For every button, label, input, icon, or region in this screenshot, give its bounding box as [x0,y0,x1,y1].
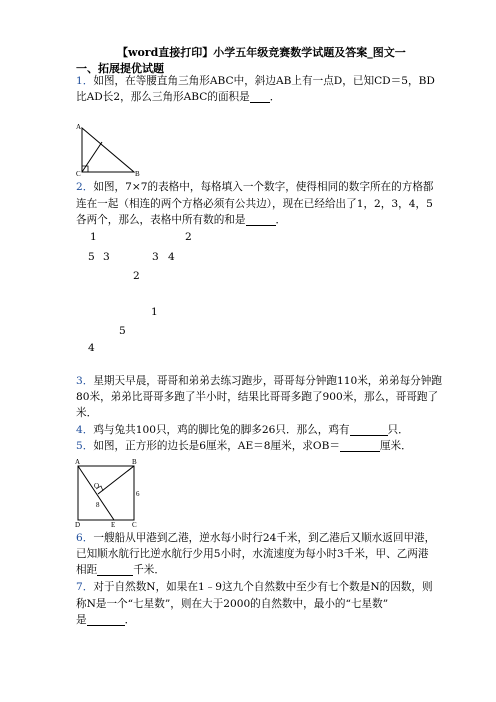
question-7-line-1 [76,581,433,593]
grid-cell: 4 [88,342,95,354]
point-c-label: C [76,170,81,178]
question-1-line-1 [76,75,435,87]
question-6-text: 一艘船从甲港到乙港，逆水每小时行24千米，到乙港后又顺水返回甲港， [93,532,436,544]
question-6-text-3: 相距 [76,564,98,576]
grid-cell: 5 [119,325,126,337]
question-2-line-1 [76,181,434,193]
answer-blank-1[interactable] [250,91,270,103]
question-5-tail: 厘米． [379,440,412,452]
point-o-label: O [94,482,100,490]
question-4-text: 鸡与兔共100只，鸡的脚比兔的脚多26只．那么，鸡有 [93,424,350,436]
grid-cell: 2 [133,270,140,282]
question-1-text: 如图，在等腰直角三角形ABC中，斜边AB上有一点D，已知CD＝5，BD [93,75,435,87]
side-length-label: 6 [136,490,140,498]
question-5-text: 如图，正方形的边长是6厘米，AE＝8厘米，求OB＝ [93,440,340,452]
question-1-text-2: 比AD长2，那么三角形ABC的面积是 [76,91,250,103]
question-7-tail: ． [124,614,136,626]
answer-blank-4[interactable] [350,424,388,436]
point-c-label: C [132,521,137,528]
question-1-line-2 [76,91,280,103]
question-5-line [76,440,412,452]
question-7-line-2: 称N是一个“七星数”，则在大于2000的自然数中，最小的“七星数” [76,598,389,610]
grid-cell: 3 [152,251,159,263]
point-a-label: A [75,458,81,466]
grid-cell: 1 [90,231,97,243]
question-3-text: 星期天早晨，哥哥和弟弟去练习跑步，哥哥每分钟跑110米，弟弟每分钟跑 [93,375,442,387]
section-heading: 一、拓展提优试题 [76,62,164,75]
answer-blank-6[interactable] [97,564,133,576]
question-7-text-3: 是 [76,614,87,626]
question-2-tail: ． [275,214,287,226]
question-7-line-3 [76,614,135,626]
point-d-label: D [75,521,81,528]
page-title: 【word直接打印】小学五年级竞赛数学试题及答案_图文一 [117,46,406,59]
question-4-number: 4． [76,424,94,436]
question-2-text: 如图，7×7的表格中，每格填入一个数字，使得相同的数字所在的方格都 [93,181,434,193]
question-4-line [76,424,409,436]
grid-cell: 1 [151,306,158,318]
question-6-line-2: 已知顺水航行比逆水航行少用5小时，水流速度为每小时3千米，甲、乙两港 [76,548,429,560]
question-6-line-1 [76,532,435,544]
question-5-number: 5． [76,440,94,452]
grid-cell: 2 [185,231,192,243]
question-6-tail: 千米． [133,564,165,576]
question-3-number: 3． [76,375,94,387]
point-b-label: B [132,458,137,466]
question-6-number: 6． [76,532,94,544]
point-b-label: B [135,170,140,178]
question-1-number: 1． [76,75,94,87]
question-7-text: 对于自然数N，如果在1﹣9这九个自然数中至少有七个数是N的因数，则 [93,581,433,593]
grid-cell: 4 [168,251,175,263]
question-2-line-2: 连在一起（相连的两个方格必须有公共边），现在已经给出了1，2，3，4，5 [76,198,433,210]
question-7-number: 7． [76,581,94,593]
question-3-line-3: 米． [76,407,98,419]
triangle-figure [74,120,144,178]
square-figure [72,456,144,528]
question-3-line-2: 80米，弟弟比哥哥多跑了半小时，结果比哥哥多跑了900米，那么，哥哥跑了 [76,391,439,403]
grid-cell: 5 [88,251,95,263]
question-2-text-3: 各两个，那么，表格中所有数的和是 [76,214,246,226]
point-e-label: E [111,521,116,528]
point-a-label: A [76,123,82,131]
question-1-tail: ． [269,91,281,103]
answer-blank-7[interactable] [87,614,125,626]
question-4-tail: 只． [387,424,409,436]
question-2-line-3 [76,214,286,226]
answer-blank-5[interactable] [340,440,380,452]
question-6-line-3 [76,564,165,576]
segment-length-label: 8 [96,501,100,509]
answer-blank-2[interactable] [246,214,276,226]
question-2-number: 2． [76,181,94,193]
question-3-line-1 [76,375,442,387]
grid-cell: 3 [103,251,110,263]
